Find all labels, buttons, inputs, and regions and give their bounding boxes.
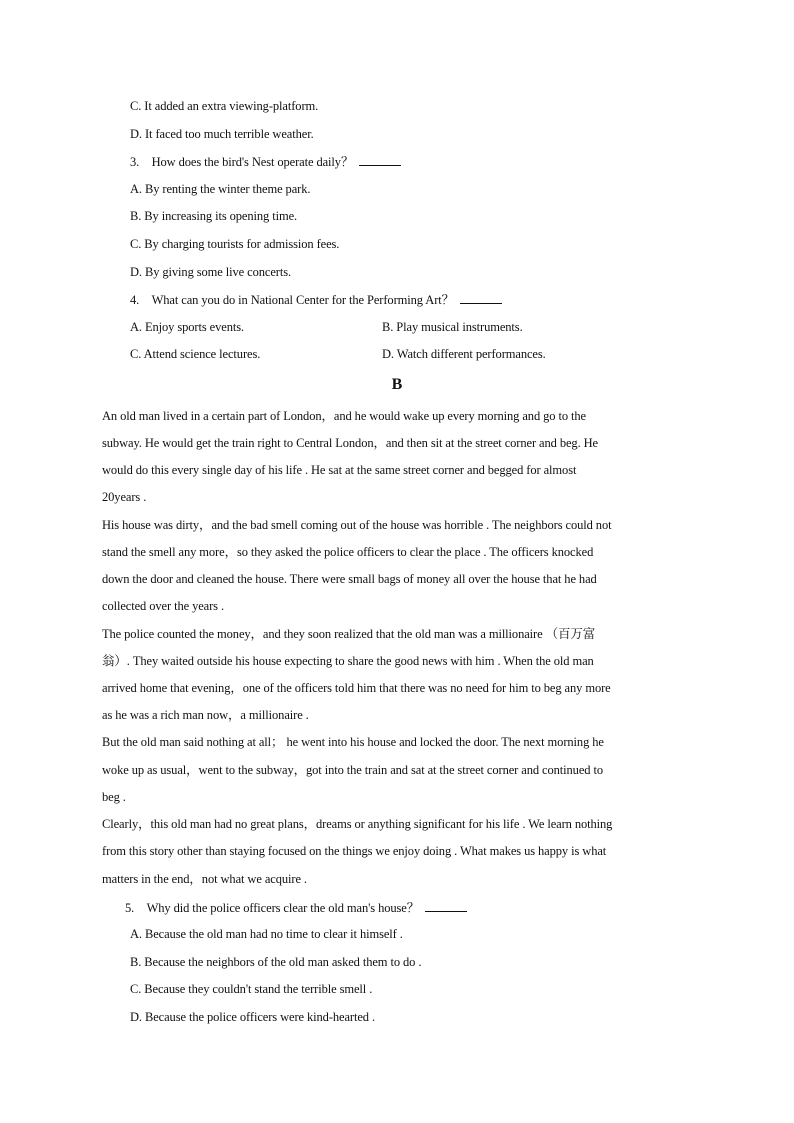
q3-option-a: A. By renting the winter theme park. xyxy=(130,182,311,196)
q5-option-a: A. Because the old man had no time to clear it himself . xyxy=(130,927,403,941)
q4-option-c: C. Attend science lectures. xyxy=(130,347,261,361)
q3-option-b: B. By increasing its opening time. xyxy=(130,209,298,223)
passage-line: The police counted the money，and they soon realized that the old man was a millionaire （百万富 xyxy=(102,627,596,641)
passage-line: arrived home that evening，one of the officers told him that there was no need for him to beg any more xyxy=(102,681,611,695)
q3-option-c: C. By charging tourists for admission fees. xyxy=(130,237,340,251)
q3-option-d: D. By giving some live concerts. xyxy=(130,265,292,279)
passage-line: woke up as usual，went to the subway，got into the train and sat at the street corner and continued to xyxy=(102,763,603,777)
q4-answer-blank xyxy=(460,291,502,304)
q5-option-c: C. Because they couldn't stand the terrible smell . xyxy=(130,982,373,996)
q4-option-a: A. Enjoy sports events. xyxy=(130,320,245,334)
q4-option-b: B. Play musical instruments. xyxy=(382,320,523,334)
q5-question xyxy=(125,899,467,916)
q4-question xyxy=(130,291,502,308)
q5-question-text: 5. Why did the police officers clear the old man's house？ xyxy=(125,901,420,915)
passage-line: collected over the years . xyxy=(102,599,224,613)
q3-question-text: 3. How does the bird's Nest operate daily？ xyxy=(130,155,354,169)
passage-line: stand the smell any more，so they asked the police officers to clear the place . The officers knocked xyxy=(102,545,594,559)
passage-line: An old man lived in a certain part of London，and he would wake up every morning and go to the xyxy=(102,409,586,423)
q5-option-b: B. Because the neighbors of the old man asked them to do . xyxy=(130,955,422,969)
q5-answer-blank xyxy=(425,899,467,912)
q2-option-c: C. It added an extra viewing-platform. xyxy=(130,99,319,113)
passage-line: subway. He would get the train right to Central London，and then sit at the street corner and beg. He xyxy=(102,436,598,450)
passage-line: as he was a rich man now，a millionaire . xyxy=(102,708,309,722)
passage-line: Clearly，this old man had no great plans，dreams or anything significant for his life . We learn nothing xyxy=(102,817,613,831)
passage-line: from this story other than staying focused on the things we enjoy doing . What makes us happy is what xyxy=(102,844,607,858)
passage-line: But the old man said nothing at all； he went into his house and locked the door. The next morning he xyxy=(102,735,604,749)
passage-line: beg . xyxy=(102,790,126,804)
passage-line: matters in the end，not what we acquire . xyxy=(102,872,307,886)
q5-option-d: D. Because the police officers were kind-hearted . xyxy=(130,1010,376,1024)
q3-answer-blank xyxy=(359,153,401,166)
passage-line: down the door and cleaned the house. There were small bags of money all over the house that he had xyxy=(102,572,597,586)
passage-line: would do this every single day of his life . He sat at the same street corner and begged for almost xyxy=(102,463,577,477)
q4-question-text: 4. What can you do in National Center for the Performing Art？ xyxy=(130,293,455,307)
q3-question xyxy=(130,153,401,170)
q4-option-d: D. Watch different performances. xyxy=(382,347,546,361)
section-b-title: B xyxy=(391,376,403,393)
passage-line: 20years . xyxy=(102,490,147,504)
passage-line: His house was dirty，and the bad smell coming out of the house was horrible . The neighbors could not xyxy=(102,518,612,532)
passage-line: 翁）. They waited outside his house expecting to share the good news with him . When the old man xyxy=(102,654,594,668)
q2-option-d: D. It faced too much terrible weather. xyxy=(130,127,314,141)
